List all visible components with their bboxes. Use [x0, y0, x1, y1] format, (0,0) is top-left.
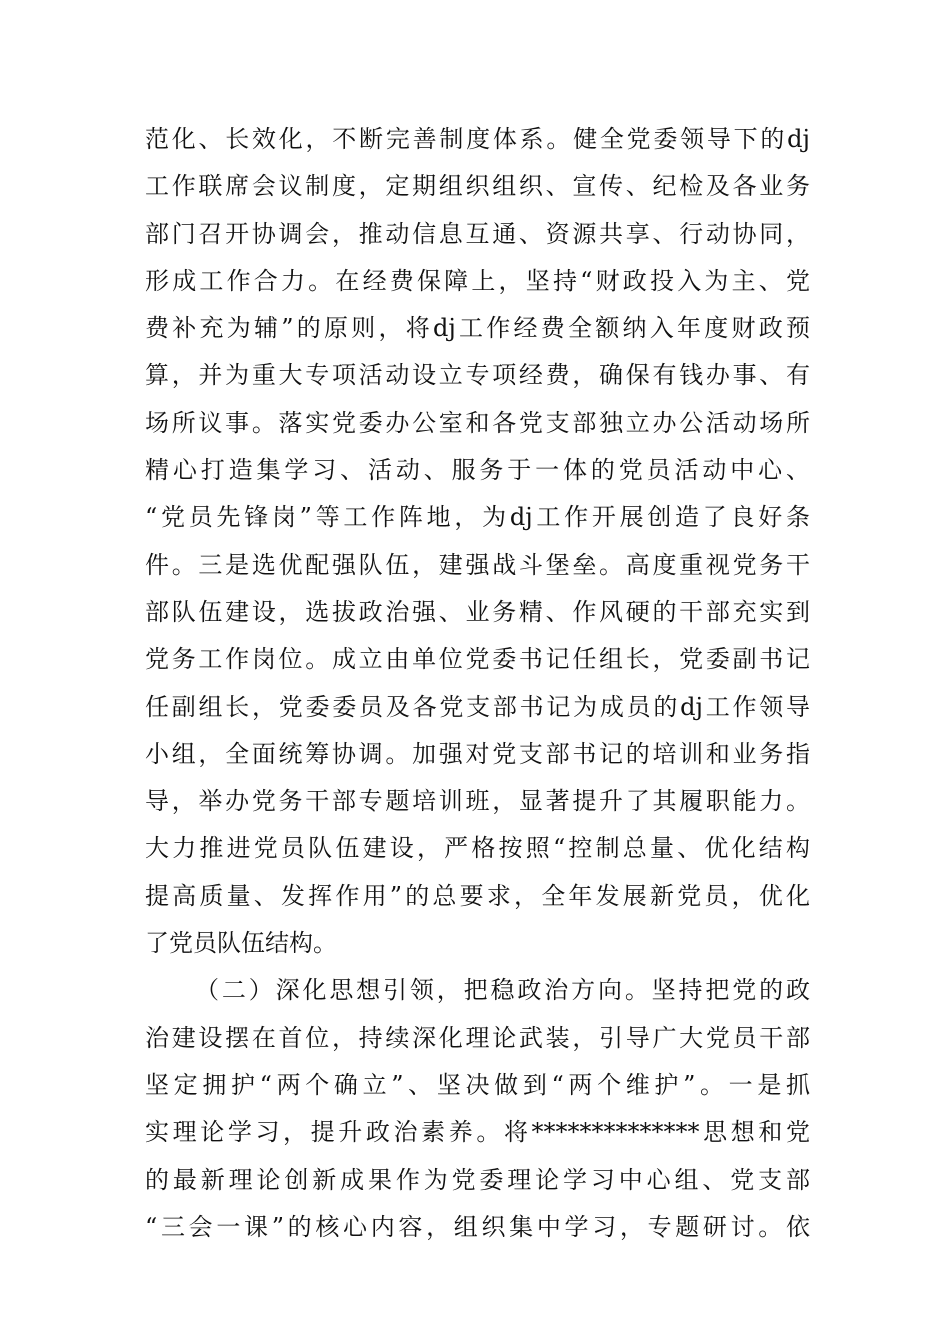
text-line: 费补充为辅”的原则，将dj工作经费全额纳入年度财政预: [145, 314, 810, 343]
text-line: 导，举办党务干部专题培训班，显著提升了其履职能力。: [145, 787, 810, 816]
text-line: 精心打造集学习、活动、服务于一体的党员活动中心、: [145, 456, 810, 485]
text-line: 提高质量、发挥作用”的总要求，全年发展新党员，优化: [145, 881, 810, 910]
text-line: 的最新理论创新成果作为党委理论学习中心组、党支部: [145, 1165, 810, 1194]
text-line: 场所议事。落实党委办公室和各党支部独立办公活动场所: [145, 408, 810, 437]
text-line: 形成工作合力。在经费保障上，坚持“财政投入为主、党: [145, 266, 810, 295]
text-line: 算，并为重大专项活动设立专项经费，确保有钱办事、有: [145, 361, 810, 390]
document-body-text: [145, 116, 810, 1251]
text-line: 小组，全面统筹协调。加强对党支部书记的培训和业务指: [145, 739, 810, 768]
text-line: 坚定拥护“两个确立”、坚决做到“两个维护”。一是抓: [145, 1070, 810, 1099]
text-line: 大力推进党员队伍建设，严格按照“控制总量、优化结构: [145, 834, 810, 863]
text-line: 件。三是选优配强队伍，建强战斗堡垒。高度重视党务干: [145, 550, 810, 579]
text-line: 实理论学习，提升政治素养。将**************思想和党: [145, 1118, 810, 1147]
text-line: “党员先锋岗”等工作阵地，为dj工作开展创造了良好条: [145, 503, 810, 532]
text-line: 工作联席会议制度，定期组织组织、宣传、纪检及各业务: [145, 172, 810, 201]
text-line: 部门召开协调会，推动信息互通、资源共享、行动协同，: [145, 219, 810, 248]
text-line: 任副组长，党委委员及各党支部书记为成员的dj工作领导: [145, 692, 810, 721]
text-line: 部队伍建设，选拔政治强、业务精、作风硬的干部充实到: [145, 597, 810, 626]
text-line: 党务工作岗位。成立由单位党委书记任组长，党委副书记: [145, 645, 810, 674]
text-line: 治建设摆在首位，持续深化理论武装，引导广大党员干部: [145, 1023, 810, 1052]
text-line: 了党员队伍结构。: [145, 929, 337, 958]
section-heading-line: （二）深化思想引领，把稳政治方向。坚持把党的政: [195, 976, 810, 1005]
text-line: 范化、长效化，不断完善制度体系。健全党委领导下的dj: [145, 125, 810, 153]
text-line: “三会一课”的核心内容，组织集中学习，专题研讨。依: [145, 1212, 810, 1241]
